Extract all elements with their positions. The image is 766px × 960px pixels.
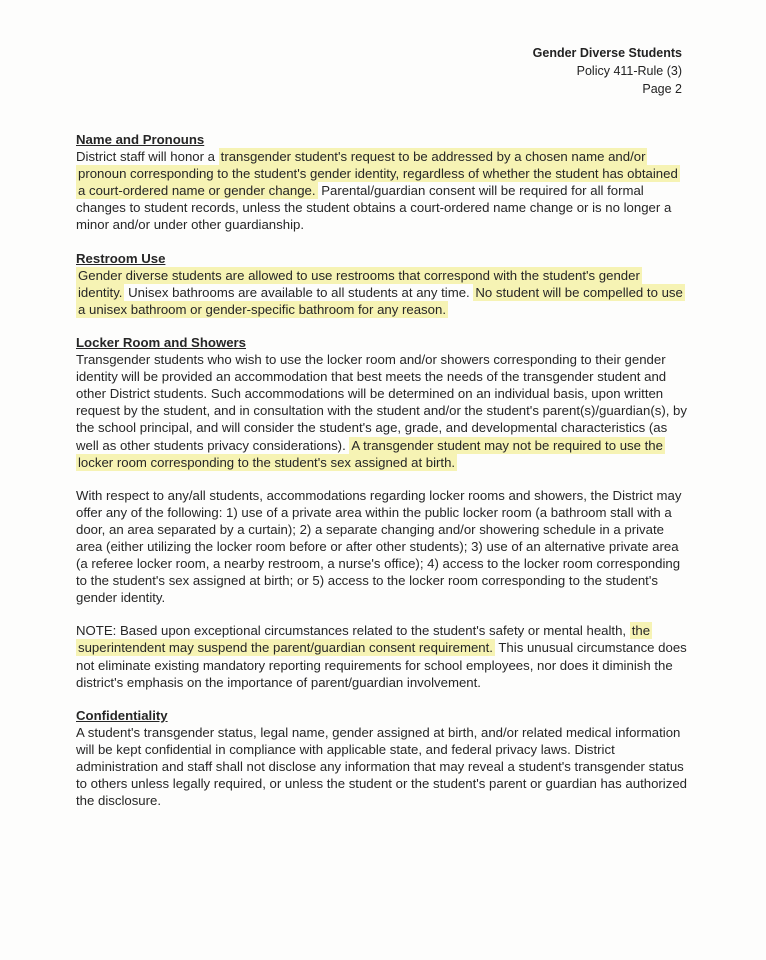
section-heading: Name and Pronouns <box>76 132 205 147</box>
highlighted-text: A transgender student may not be required to use the locker room corresponding to the student's sex assigned at birth. <box>78 437 663 470</box>
section-name-and-pronouns <box>76 131 688 234</box>
paragraph-text: Parental/guardian consent will be required for all formal changes to student records, unless the student obtains a court-ordered name change or is no longer a minor and/or under other guardianship. <box>76 183 672 233</box>
section-heading: Confidentiality <box>76 707 168 723</box>
paragraph-text: District staff will honor a <box>76 149 219 165</box>
page-header <box>533 44 682 98</box>
highlighted-text: transgender student's request to be addressed by a chosen name and/or pronoun corresponding to the student's gender identity, regardless of whether the student has obtained a court-ordered name or gender change. <box>78 149 678 199</box>
page-number: Page 2 <box>642 82 682 96</box>
highlighted-text: Gender diverse students are allowed to use restrooms that correspond with the student's gender identity. <box>78 267 640 300</box>
paragraph-text: Transgender students who wish to use the locker room and/or showers corresponding to their gender identity will be provided an accommodation that best meets the needs of the transgender student and other District students. Such accommodations will be determined on an individual basis, upon written request by the student, and in consultation with the student and/or the student's parent(s)/guardian(s), by the school principal, and will consider the student's age, grade, and developmental characteristics (as well as other students privacy considerations). <box>76 352 687 453</box>
document-title: Gender Diverse Students <box>532 46 682 60</box>
section-heading: Restroom Use <box>76 250 166 266</box>
accommodation-options-paragraph: With respect to any/all students, accommodations regarding locker rooms and showers, the District may offer any of the following: 1) use of a private area within the public locker room (a bathroom stall with a door, an area separated by a curtain); 2) a separate changing and/or showering schedule in a private area (either utilizing the locker room before or after other students); 3) use of an alternative private area (a referee locker room, a nearby restroom, a nurse's office); 4) access to the locker room corresponding to the student's sex assigned at birth; or 5) access to the locker room corresponding to the student's gender identity. <box>76 487 682 606</box>
section-confidentiality <box>76 707 688 810</box>
highlighted-text: No student will be compelled to use a unisex bathroom or gender-specific bathroom for any reason. <box>78 284 683 317</box>
paragraph-text: NOTE: Based upon exceptional circumstances related to the student's safety or mental health, <box>76 623 630 639</box>
highlighted-text: the superintendent may suspend the parent/guardian consent requirement. <box>78 623 651 656</box>
section-locker-room <box>76 334 688 471</box>
section-paragraph <box>76 148 688 233</box>
paragraph-text: This unusual circumstance does not eliminate existing mandatory reporting requirements for school employees, nor does it diminish the district's emphasis on the importance of parent/guardian involvement. <box>76 640 687 690</box>
section-restroom-use <box>76 250 688 318</box>
paragraph-text: Unisex bathrooms are available to all students at any time. <box>124 284 474 300</box>
section-paragraph: A student's transgender status, legal name, gender assigned at birth, and/or related medical information will be kept confidential in compliance with applicable state, and federal privacy laws. District administration and staff shall not disclose any information that may reveal a student's transgender status to others unless legally required, or unless the student or the student's parent or guardian has authorized the disclosure. <box>76 724 687 809</box>
section-heading: Locker Room and Showers <box>76 334 247 350</box>
policy-number: Policy 411-Rule (3) <box>576 64 682 78</box>
document-body <box>76 131 688 825</box>
section-paragraph <box>76 351 688 471</box>
note-paragraph <box>76 622 688 690</box>
section-paragraph <box>76 267 688 318</box>
